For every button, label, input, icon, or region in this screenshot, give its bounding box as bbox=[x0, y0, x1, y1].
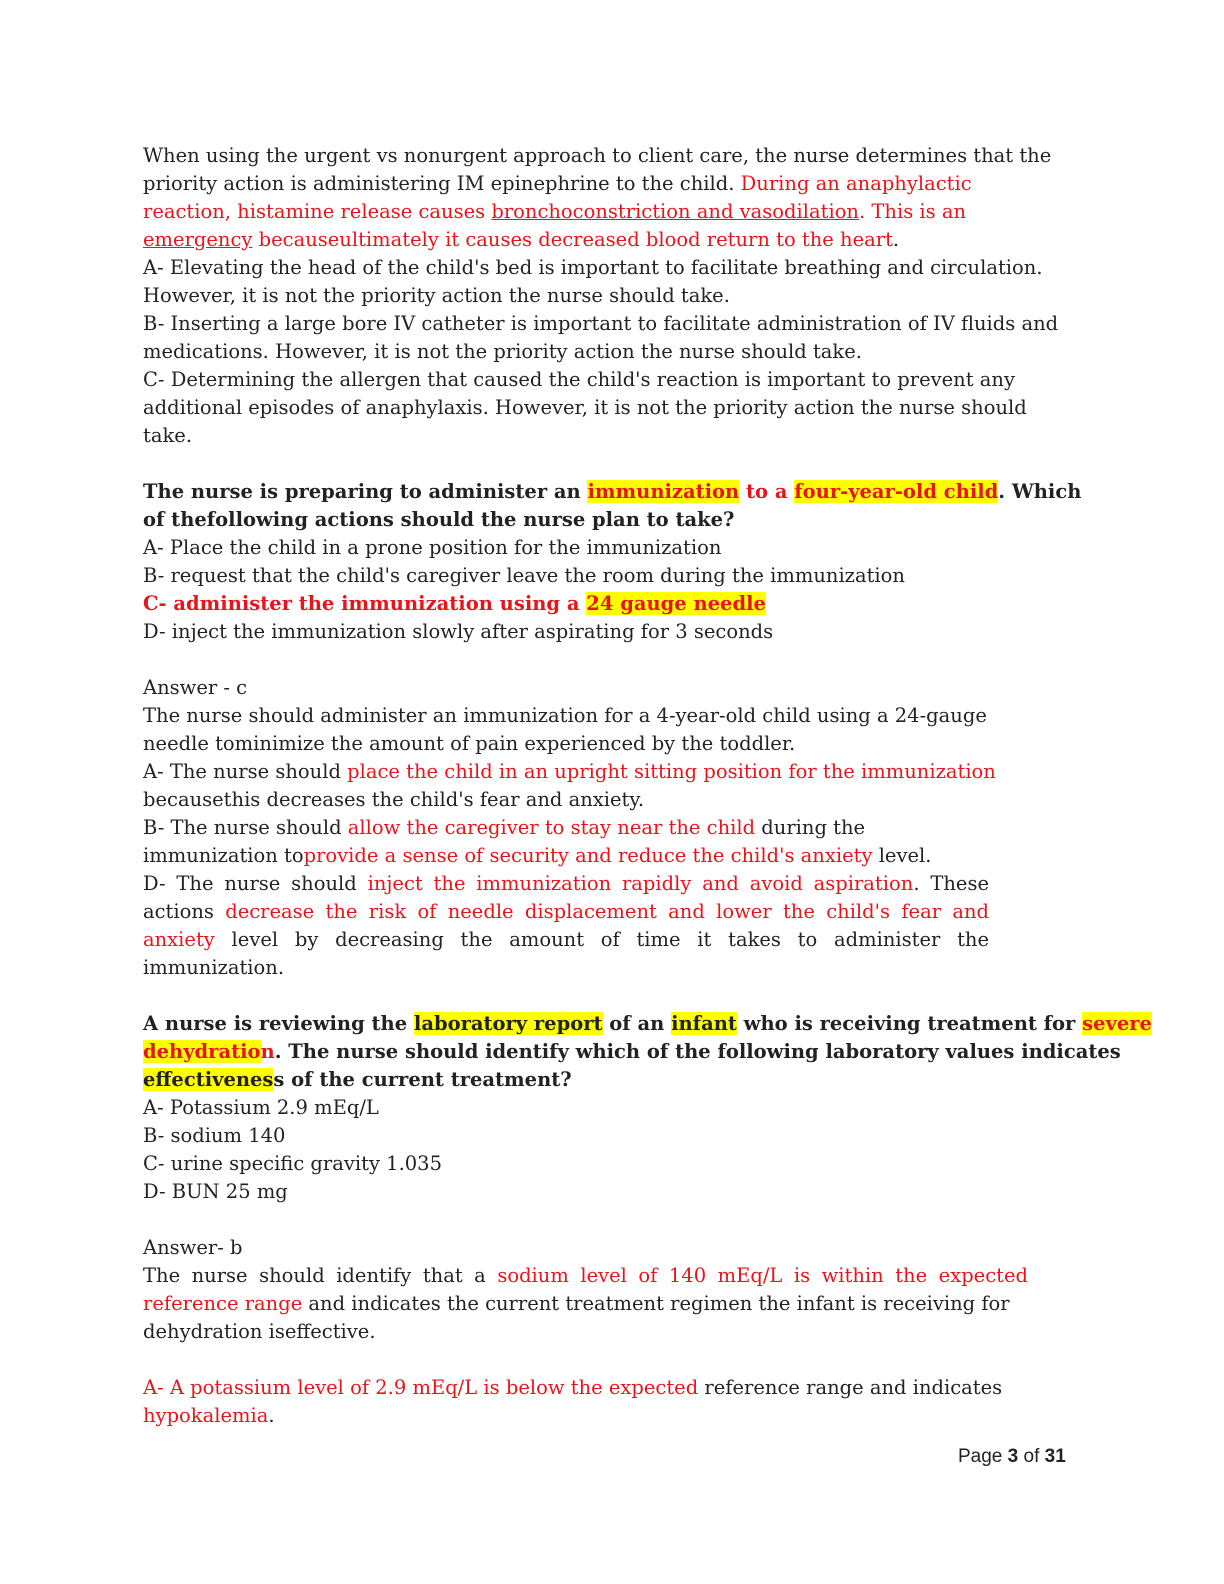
emphasis-text: provide a sense of security and reduce the child's anxiety bbox=[303, 844, 873, 867]
question-stem bbox=[143, 506, 1143, 534]
text: and indicates the current treatment regimen the infant is receiving for bbox=[302, 1292, 1010, 1315]
text: needle tominimize the amount of pain experienced by the toddler. bbox=[143, 732, 796, 755]
text: A nurse is reviewing the bbox=[143, 1012, 414, 1035]
text: immunization. bbox=[143, 956, 285, 979]
text: medications. However, it is not the priority action the nurse should take. bbox=[143, 340, 862, 363]
text: However, it is not the priority action the nurse should take. bbox=[143, 284, 730, 307]
question-stem bbox=[143, 1010, 1152, 1038]
text: . The nurse should identify which of the following laboratory values indicates bbox=[274, 1040, 1121, 1063]
text-line bbox=[143, 954, 1143, 982]
answer-option-a bbox=[143, 534, 1143, 562]
text: When using the urgent vs nonurgent approach to client care, the nurse determines that the bbox=[143, 144, 1052, 167]
text: priority action is administering IM epinephrine to the child. bbox=[143, 172, 741, 195]
text: C- Determining the allergen that caused the child's reaction is important to prevent any bbox=[143, 368, 1015, 391]
text: Answer- b bbox=[143, 1236, 243, 1259]
highlighted-text: immunization bbox=[587, 480, 740, 503]
text-line bbox=[143, 814, 1143, 842]
text-line bbox=[143, 1374, 1143, 1402]
text: A- Elevating the head of the child's bed is important to facilitate breathing and circulation. bbox=[143, 256, 1043, 279]
emphasis-text: A- A bbox=[143, 1376, 191, 1399]
emphasis-text: potassium level of 2.9 mEq/L is below the expected bbox=[190, 1376, 699, 1399]
emphasis-text: decrease the risk of needle displacement and lower the child's fear and bbox=[225, 900, 989, 923]
question-stem bbox=[143, 1038, 1143, 1066]
text: of bbox=[1018, 1446, 1045, 1467]
emphasis-text: During an anaphylactic bbox=[740, 172, 972, 195]
document-page bbox=[143, 142, 1152, 1430]
answer-key bbox=[143, 1234, 1143, 1262]
emphasis-text: sodium level of 140 mEq/L is within the expected bbox=[497, 1264, 1028, 1287]
text: dehydration iseffective. bbox=[143, 1320, 376, 1343]
emphasis-text: inject the immunization rapidly and avoid aspiration bbox=[367, 872, 914, 895]
text-line bbox=[143, 926, 989, 954]
emphasis-text: place the child in an upright sitting position for the immunization bbox=[347, 760, 996, 783]
text-line bbox=[143, 730, 1143, 758]
text: . These bbox=[913, 872, 989, 895]
answer-key bbox=[143, 674, 1143, 702]
text: actions bbox=[143, 900, 226, 923]
text: The nurse should administer an immunization for a 4-year-old child using a 24-gauge bbox=[143, 704, 987, 727]
highlighted-text: 24 gauge needle bbox=[586, 592, 766, 615]
text: of an bbox=[602, 1012, 672, 1035]
text: during the bbox=[755, 816, 866, 839]
emphasis-text: C- administer the immunization using a bbox=[143, 592, 587, 615]
text-line bbox=[143, 870, 989, 898]
underlined-text: emergency bbox=[143, 228, 253, 251]
emphasis-text: to a bbox=[739, 480, 795, 503]
q1-rationale bbox=[143, 142, 1143, 450]
text-line bbox=[143, 394, 1143, 422]
answer-option-d bbox=[143, 1178, 1143, 1206]
text-line bbox=[143, 1402, 1143, 1430]
answer-option-d bbox=[143, 618, 1143, 646]
text-line bbox=[143, 198, 1143, 226]
answer-option-c bbox=[143, 590, 1143, 618]
text-line bbox=[143, 226, 1143, 254]
text-line bbox=[143, 758, 1143, 786]
text: B- Inserting a large bore IV catheter is important to facilitate administration of IV fluids and bbox=[143, 312, 1059, 335]
question-3 bbox=[143, 1010, 1152, 1430]
text: Page bbox=[958, 1446, 1008, 1467]
text: Answer - c bbox=[143, 676, 248, 699]
text-line bbox=[143, 422, 1143, 450]
text-line bbox=[143, 170, 1143, 198]
text-line bbox=[143, 366, 1143, 394]
emphasis-text: becauseultimately it causes decreased blood return to the heart bbox=[252, 228, 893, 251]
text: of thefollowing actions should the nurse plan to take? bbox=[143, 508, 735, 531]
text-line bbox=[143, 898, 989, 926]
text-line bbox=[143, 142, 1143, 170]
emphasis-text: hypokalemia bbox=[143, 1404, 269, 1427]
text: additional episodes of anaphylaxis. However, it is not the priority action the nurse should bbox=[143, 396, 1027, 419]
text-line bbox=[143, 282, 1143, 310]
text: B- request that the child's caregiver leave the room during the immunization bbox=[143, 564, 905, 587]
highlighted-text: four-year-old child bbox=[794, 480, 999, 503]
text-line bbox=[143, 786, 1143, 814]
emphasis-text: n bbox=[260, 1040, 275, 1063]
text: becausethis decreases the child's fear and anxiety. bbox=[143, 788, 645, 811]
text: . bbox=[268, 1404, 275, 1427]
total-pages: 31 bbox=[1044, 1446, 1066, 1467]
highlighted-text: infant bbox=[671, 1012, 737, 1035]
text-line bbox=[143, 842, 1143, 870]
text: D- inject the immunization slowly after aspirating for 3 seconds bbox=[143, 620, 774, 643]
text: who is receiving treatment for bbox=[736, 1012, 1083, 1035]
page-number bbox=[958, 1446, 1066, 1468]
emphasis-text: . This is an bbox=[859, 200, 967, 223]
underlined-text: bronchoconstriction and vasodilation bbox=[491, 200, 859, 223]
text-line bbox=[143, 338, 1143, 366]
emphasis-text: reaction, histamine release causes bbox=[143, 200, 492, 223]
current-page: 3 bbox=[1007, 1446, 1019, 1467]
emphasis-text: anxiety bbox=[143, 928, 215, 951]
highlighted-text: severe bbox=[1082, 1012, 1152, 1035]
text: . Which bbox=[998, 480, 1082, 503]
text-line bbox=[143, 310, 1143, 338]
text-line bbox=[143, 1318, 1143, 1346]
answer-option-a bbox=[143, 1094, 1143, 1122]
text: level by decreasing the amount of time it takes to administer the bbox=[214, 928, 989, 951]
answer-option-c bbox=[143, 1150, 1143, 1178]
highlighted-text: dehydratio bbox=[143, 1040, 261, 1063]
text: C- urine specific gravity 1.035 bbox=[143, 1152, 442, 1175]
text: A- The nurse should bbox=[143, 760, 348, 783]
text: D- BUN 25 mg bbox=[143, 1180, 288, 1203]
question-stem bbox=[143, 1066, 1143, 1094]
text: . bbox=[892, 228, 900, 251]
text: level. bbox=[872, 844, 932, 867]
text: reference range and indicates bbox=[698, 1376, 1003, 1399]
emphasis-text: reference range bbox=[143, 1292, 303, 1315]
text: B- The nurse should bbox=[143, 816, 348, 839]
emphasis-text: allow the caregiver to stay near the child bbox=[347, 816, 756, 839]
text: The nurse should identify that a bbox=[143, 1264, 498, 1287]
answer-option-b bbox=[143, 1122, 1143, 1150]
question-2 bbox=[143, 478, 1143, 982]
text: take. bbox=[143, 424, 193, 447]
text: s of the current treatment? bbox=[273, 1068, 572, 1091]
question-stem bbox=[143, 478, 1143, 506]
text: B- sodium 140 bbox=[143, 1124, 286, 1147]
answer-option-b bbox=[143, 562, 1143, 590]
text-line bbox=[143, 1262, 1028, 1290]
text: immunization to bbox=[143, 844, 304, 867]
text-line bbox=[143, 702, 1143, 730]
text-line bbox=[143, 1290, 1143, 1318]
text: A- Place the child in a prone position for the immunization bbox=[143, 536, 722, 559]
highlighted-text: effectivenes bbox=[143, 1068, 274, 1091]
text: A- Potassium 2.9 mEq/L bbox=[143, 1096, 379, 1119]
text: The nurse is preparing to administer an bbox=[143, 480, 588, 503]
text-line bbox=[143, 254, 1143, 282]
highlighted-text: laboratory report bbox=[413, 1012, 603, 1035]
text: D- The nurse should bbox=[143, 872, 368, 895]
